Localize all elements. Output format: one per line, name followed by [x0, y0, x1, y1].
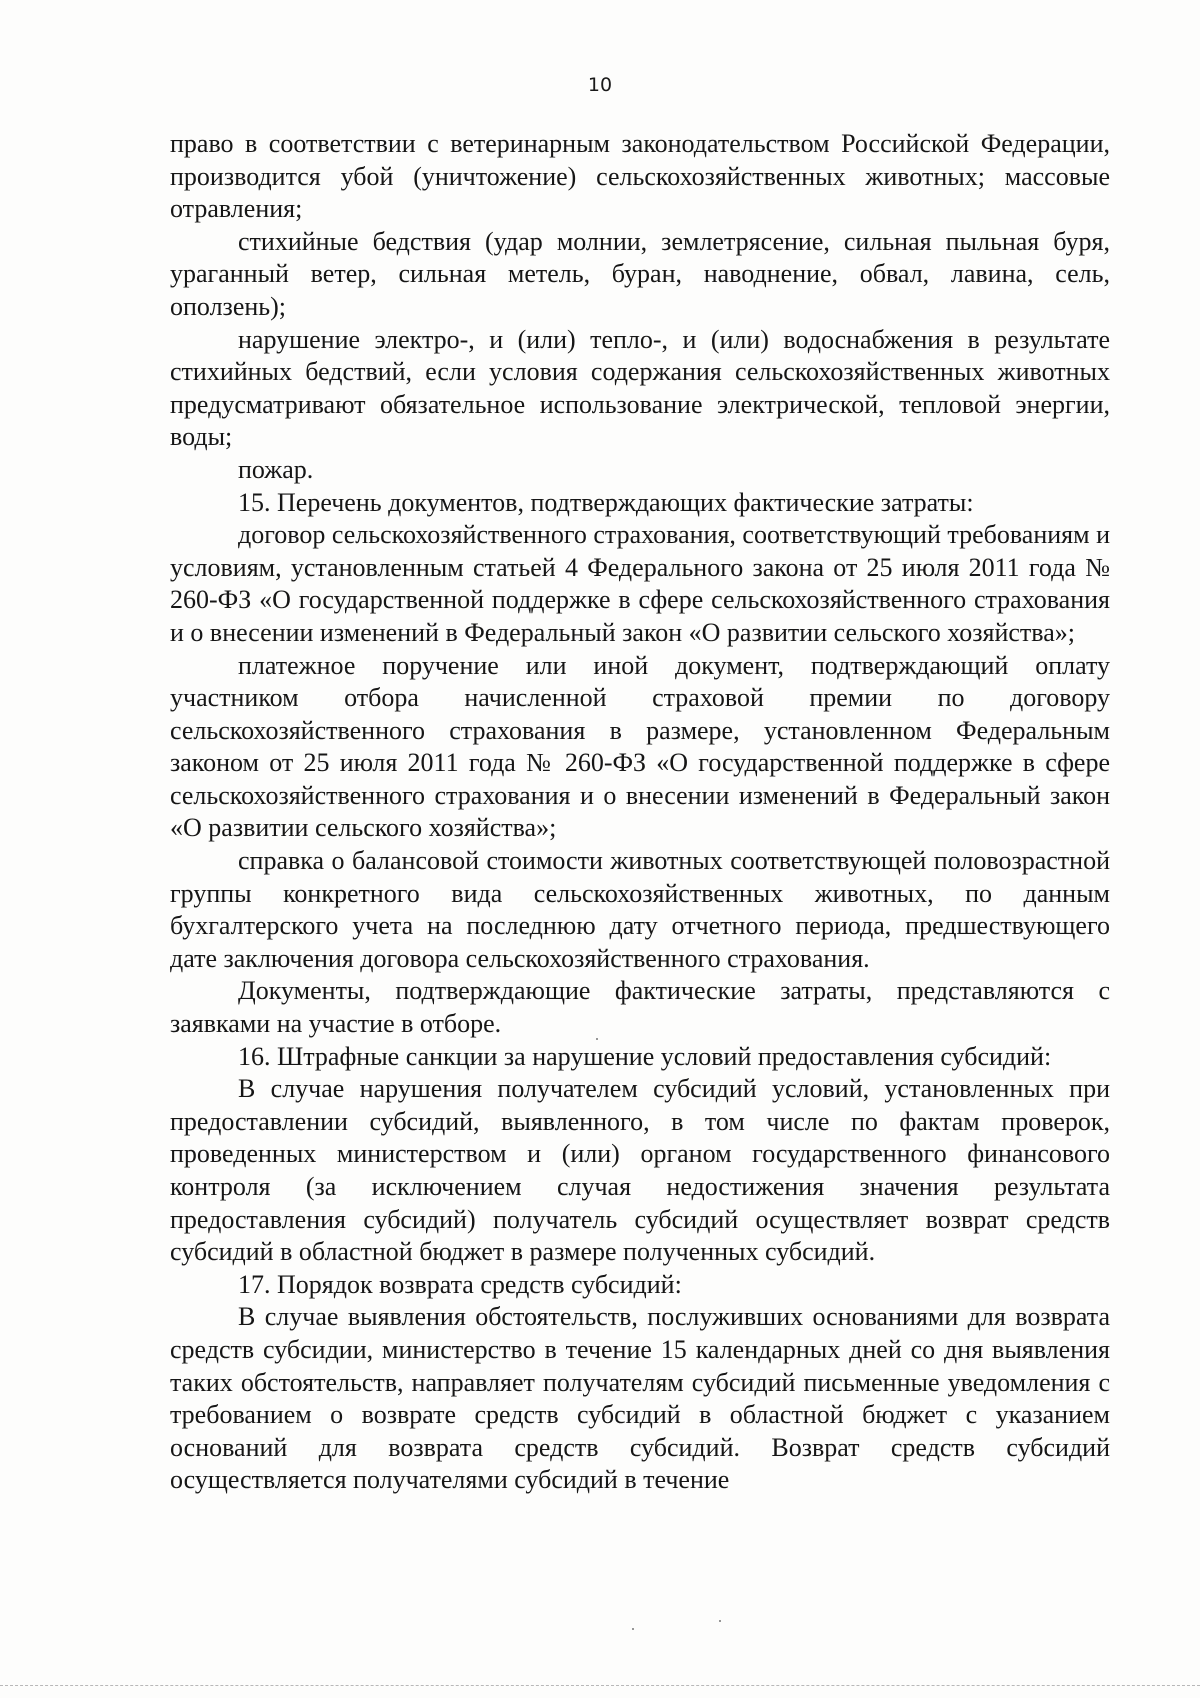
paragraph-balance-certificate: справка о балансовой стоимости животных соответствующей половозрастной группы конкретного вида сельскохозяйственных животных, по данным бухгалтерского учета на последнюю дату отчетного периода, предшествующего дате заключения договора сельскохозяйственного страхования.	[170, 846, 1110, 973]
section-16-heading: 16. Штрафные санкции за нарушение условий предоставления субсидий:	[238, 1041, 1052, 1071]
scan-speck	[596, 1038, 598, 1040]
section-15-heading: 15. Перечень документов, подтверждающих фактические затраты:	[238, 487, 974, 517]
paragraph-refund-procedure: В случае выявления обстоятельств, послуживших основаниями для возврата средств субсидии, министерство в течение 15 календарных дней со дня выявления таких обстоятельств, направляет получателям субсидий письменные уведомления с требованием о возврате средств субсидий в областной бюджет с указанием оснований для возврата средств субсидий. Возврат средств субсидий осуществляется получателями субсидий в течение	[170, 1302, 1110, 1495]
scan-speck	[719, 1620, 721, 1622]
paragraph-fire: пожар.	[238, 454, 314, 484]
page-number: 10	[587, 74, 613, 96]
paragraph-natural-disasters: стихийные бедствия (удар молнии, землетрясение, сильная пыльная буря, ураганный ветер, сильная метель, буран, наводнение, обвал, лавина, сель, оползень);	[170, 226, 1110, 321]
section-17-heading: 17. Порядок возврата средств субсидий:	[238, 1269, 682, 1299]
paragraph-penalties: В случае нарушения получателем субсидий условий, установленных при предоставлении субсидий, выявленного, в том числе по фактам проверок, проведенных министерством и (или) органом государственного финансового контроля (за исключением случая недостижения значения результата предоставления субсидий) получатель субсидий осуществляет возврат средств субсидий в областной бюджет в размере полученных субсидий.	[170, 1074, 1110, 1267]
paragraph-payment-order: платежное поручение или иной документ, подтверждающий оплату участником отбора начисленной страховой премии по договору сельскохозяйственного страхования в размере, установленном Федеральным законом от 25 июля 2011 года № 260-ФЗ «О государственной поддержке в сфере сельскохозяйственного страхования и о внесении изменений в Федеральный закон «О развитии сельского хозяйства»;	[170, 650, 1110, 843]
paragraph-documents-submission: Документы, подтверждающие фактические затраты, представляются с заявками на участие в отборе.	[170, 976, 1110, 1039]
paragraph-continuation: право в соответствии с ветеринарным законодательством Российской Федерации, производится убой (уничтожение) сельскохозяйственных животных; массовые отравления;	[170, 129, 1110, 224]
scan-speck	[632, 1628, 634, 1630]
scan-edge-line	[0, 1685, 1200, 1686]
paragraph-utility-disruption: нарушение электро-, и (или) тепло-, и (или) водоснабжения в результате стихийных бедствий, если условия содержания сельскохозяйственных животных предусматривают обязательное использование электрической, тепловой энергии, воды;	[170, 324, 1110, 452]
paragraph-insurance-contract: договор сельскохозяйственного страхования, соответствующий требованиям и условиям, установленным статьей 4 Федерального закона от 25 июля 2011 года № 260-ФЗ «О государственной поддержке в сфере сельскохозяйственного страхования и о внесении изменений в Федеральный закон «О развитии сельского хозяйства»;	[170, 520, 1110, 647]
document-body	[170, 128, 1110, 1497]
